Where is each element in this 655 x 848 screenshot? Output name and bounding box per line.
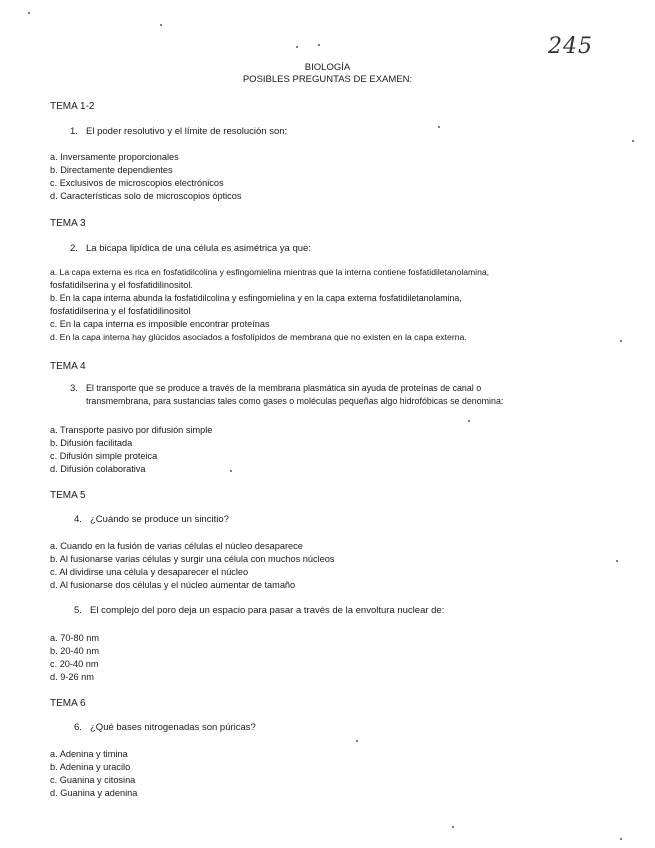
scan-speck bbox=[616, 560, 618, 562]
scan-speck bbox=[356, 740, 358, 742]
question-number: 6. bbox=[74, 722, 82, 733]
scan-speck bbox=[468, 420, 470, 422]
answer-option: c. Guanina y citosina bbox=[50, 775, 136, 785]
answer-option: b. 20-40 nm bbox=[50, 646, 100, 656]
scan-speck bbox=[620, 340, 622, 342]
answer-option: a. 70-80 nm bbox=[50, 633, 100, 643]
scan-speck bbox=[620, 838, 622, 840]
answer-option: a. Inversamente proporcionales bbox=[50, 152, 179, 162]
scan-speck bbox=[318, 44, 320, 46]
scan-speck bbox=[438, 126, 440, 128]
answer-option: c. Exclusivos de microscopios electrónicos bbox=[50, 178, 224, 188]
subject-title: BIOLOGÍA bbox=[304, 62, 351, 73]
question-text: El transporte que se produce a través de la membrana plasmática sin ayuda de proteínas de canal o bbox=[86, 383, 482, 393]
question-text: El complejo del poro deja un espacio para pasar a través de la envoltura nuclear de: bbox=[90, 605, 445, 616]
answer-option: c. 20-40 nm bbox=[50, 659, 99, 669]
question-number: 3. bbox=[70, 383, 78, 394]
scan-speck bbox=[28, 12, 30, 14]
scan-speck bbox=[296, 46, 298, 48]
question-number: 4. bbox=[74, 514, 82, 525]
question-text: La bicapa lipídica de una célula es asimétrica ya que: bbox=[86, 243, 311, 254]
answer-option: d. 9-26 nm bbox=[50, 672, 94, 682]
answer-option: a. Cuando en la fusión de varias células el núcleo desaparece bbox=[50, 541, 303, 551]
question-text: ¿Qué bases nitrogenadas son púricas? bbox=[90, 722, 256, 733]
answer-option: a. Transporte pasivo por difusión simple bbox=[50, 425, 213, 435]
section-heading: TEMA 6 bbox=[50, 698, 86, 709]
question-text: El poder resolutivo y el límite de resolución son: bbox=[86, 126, 288, 137]
scan-speck bbox=[632, 140, 634, 142]
exam-subtitle: POSIBLES PREGUNTAS DE EXAMEN: bbox=[242, 74, 413, 85]
answer-option: b. En la capa interna abunda la fosfatidilcolina y esfingomielina y en la capa externa fosfatidiletanolamina, bbox=[50, 293, 462, 303]
scan-speck bbox=[230, 470, 232, 472]
answer-option: d. Al fusionarse dos células y el núcleo aumentar de tamaño bbox=[50, 580, 296, 590]
section-heading: TEMA 1-2 bbox=[50, 101, 95, 112]
page-number: 245 bbox=[548, 34, 593, 59]
answer-option: b. Al fusionarse varias células y surgir una célula con muchos núcleos bbox=[50, 554, 335, 564]
answer-option: c. Difusión simple proteica bbox=[50, 451, 158, 461]
answer-option: c. En la capa interna es imposible encontrar proteínas bbox=[50, 319, 270, 329]
question-number: 5. bbox=[74, 605, 82, 616]
section-heading: TEMA 3 bbox=[50, 218, 86, 229]
answer-option: d. En la capa interna hay glúcidos asociados a fosfolípidos de membrana que no existen en la capa externa. bbox=[50, 332, 467, 342]
answer-option-continuation: fosfatidilserina y el fosfatidilinositol. bbox=[50, 280, 193, 290]
answer-option: d. Guanina y adenina bbox=[50, 788, 138, 798]
answer-option: d. Características solo de microscopios ópticos bbox=[50, 191, 242, 201]
answer-option: a. La capa externa es rica en fosfatidilcolina y esfingomielina mientras que la interna contiene fosfatidiletanolamina, bbox=[50, 267, 490, 277]
question-number: 2. bbox=[70, 243, 78, 254]
section-heading: TEMA 5 bbox=[50, 490, 86, 501]
scan-speck bbox=[160, 24, 162, 26]
answer-option: b. Difusión facilitada bbox=[50, 438, 133, 448]
answer-option: a. Adenina y timina bbox=[50, 749, 128, 759]
answer-option: d. Difusión colaborativa bbox=[50, 464, 146, 474]
section-heading: TEMA 4 bbox=[50, 361, 86, 372]
scan-speck bbox=[452, 826, 454, 828]
question-text: ¿Cuándo se produce un sincitio? bbox=[90, 514, 229, 525]
answer-option: b. Directamente dependientes bbox=[50, 165, 173, 175]
answer-option: c. Al dividirse una célula y desaparecer el núcleo bbox=[50, 567, 249, 577]
question-text-continuation: transmembrana, para sustancias tales como gases o moléculas pequeñas algo hidrofóbicas se denomina: bbox=[86, 396, 504, 406]
question-number: 1. bbox=[70, 126, 78, 137]
answer-option: b. Adenina y uracilo bbox=[50, 762, 131, 772]
answer-option-continuation: fosfatidilserina y el fosfatidilinositol bbox=[50, 306, 191, 316]
